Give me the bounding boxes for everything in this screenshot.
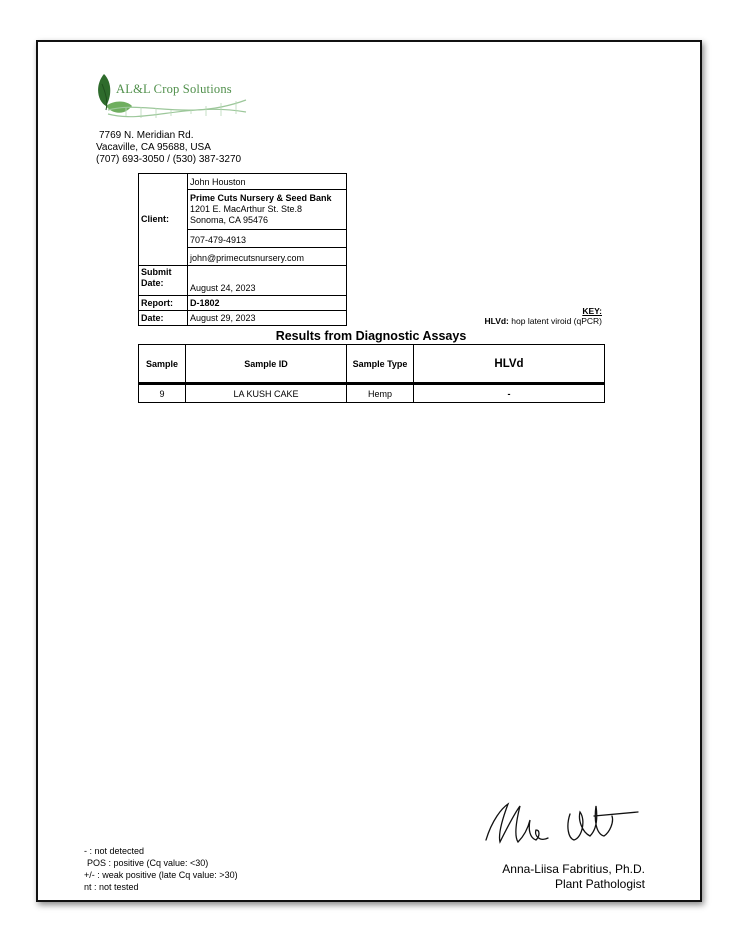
signature: [478, 790, 648, 852]
client-phone: 707-479-4913: [188, 230, 347, 248]
cell-sample-id: LA KUSH CAKE: [186, 384, 347, 402]
legend-item: +/- : weak positive (late Cq value: >30): [84, 870, 238, 880]
legend-item: POS : positive (Cq value: <30): [87, 858, 209, 868]
client-email: john@primecutsnursery.com: [188, 248, 347, 266]
key-title: KEY:: [582, 306, 602, 316]
contact-name: John Houston: [188, 174, 347, 190]
submit-date-label: [139, 266, 188, 296]
client-label: Client:: [139, 174, 188, 266]
header-sample-id: Sample ID: [186, 345, 347, 384]
address-line-1: 7769 N. Meridian Rd.: [99, 130, 194, 141]
results-table: [138, 344, 605, 403]
cell-sample: 9: [139, 384, 186, 402]
client-address: [188, 190, 347, 230]
key-desc: hop latent viroid (qPCR): [511, 316, 602, 326]
key-entry: [458, 316, 602, 326]
handwritten-signature-icon: [478, 790, 648, 852]
submit-label-line-2: Date:: [141, 278, 164, 288]
results-header-row: [139, 345, 604, 384]
header-sample: Sample: [139, 345, 186, 384]
results-title: Results from Diagnostic Assays: [275, 329, 467, 343]
company-address: [96, 130, 241, 166]
report-label: Report:: [139, 296, 188, 311]
client-city: Sonoma, CA 95476: [190, 215, 269, 225]
signatory-name: Anna-Liisa Fabritius, Ph.D.: [502, 862, 645, 876]
address-line-2: Vacaville, CA 95688, USA: [96, 142, 211, 153]
date-label: Date:: [139, 311, 188, 326]
header-hlvd: HLVd: [414, 345, 604, 384]
signatory: [458, 862, 645, 892]
legend-item: - : not detected: [84, 846, 145, 856]
header-sample-type: Sample Type: [347, 345, 414, 384]
report-id: D-1802: [188, 296, 347, 311]
leaf-dna-logo-icon: [96, 66, 256, 136]
company-name: AL&L Crop Solutions: [116, 82, 232, 96]
cell-hlvd: -: [414, 384, 604, 402]
business-name: Prime Cuts Nursery & Seed Bank: [190, 193, 332, 203]
legend-item: nt : not tested: [84, 882, 139, 892]
key-box: [458, 306, 602, 326]
table-row: [139, 384, 604, 402]
client-street: 1201 E. MacArthur St. Ste.8: [190, 204, 303, 214]
cell-sample-type: Hemp: [347, 384, 414, 402]
submit-label-line-1: Submit: [141, 267, 172, 277]
key-abbr: HLVd:: [484, 316, 509, 326]
signatory-title: Plant Pathologist: [554, 877, 645, 891]
report-page: [36, 40, 702, 902]
company-phone: (707) 693-3050 / (530) 387-3270: [96, 154, 242, 165]
company-logo: [96, 66, 256, 136]
client-info-table: [138, 173, 347, 326]
results-legend: [84, 845, 238, 893]
submit-date: August 24, 2023: [188, 266, 347, 296]
report-date: August 29, 2023: [188, 311, 347, 326]
